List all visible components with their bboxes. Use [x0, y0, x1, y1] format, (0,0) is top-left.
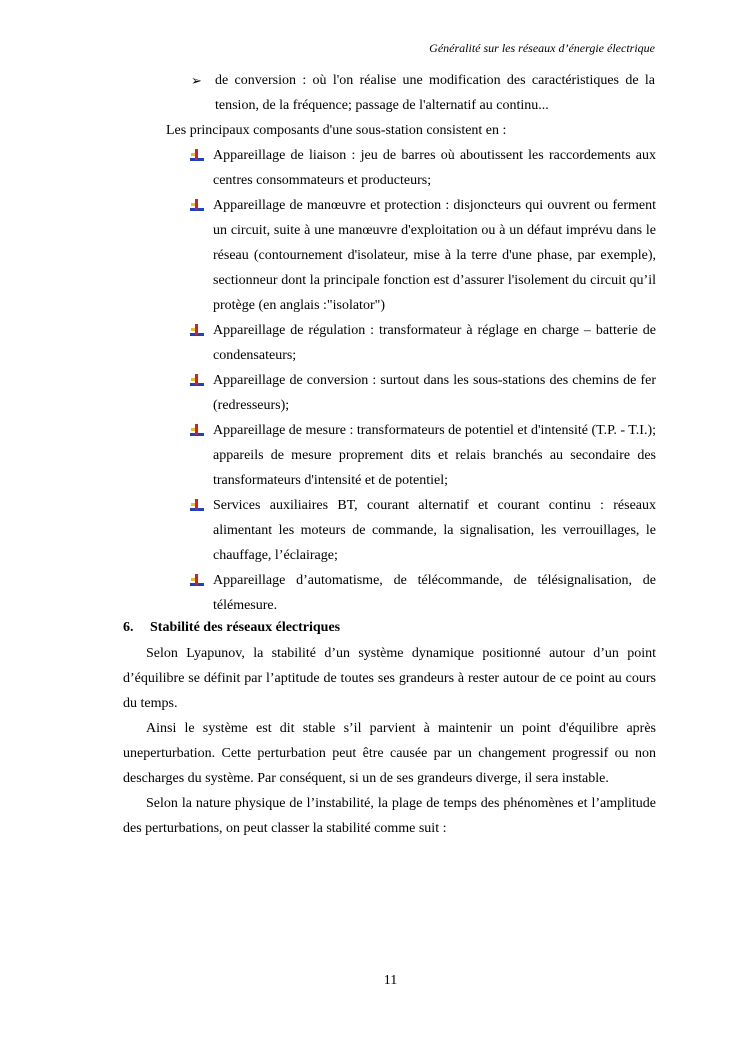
list-item-text: Appareillage de manœuvre et protection : disjoncteurs qui ouvrent ou ferment un circuit, suite à une manœuvre d'exploitation ou à un défaut imprévu dans le réseau (contournement d'isolateur, mise à la terre d'une phase, par exemple), sectionneur dont la principale fonction est d’assurer l'isolement du circuit qu’il protège (en anglais :"isolator") — [213, 198, 656, 313]
running-header: Généralité sur les réseaux d’énergie électrique — [429, 41, 655, 55]
list-item — [190, 143, 656, 193]
bullet-icon — [190, 199, 204, 212]
paragraph: Selon la nature physique de l’instabilité, la plage de temps des phénomènes et l’amplitude des perturbations, on peut classer la stabilité comme suit : — [123, 796, 656, 836]
bullet-icon — [190, 324, 204, 337]
list-item — [190, 418, 656, 493]
conversion-item-text: de conversion : où l'on réalise une modification des caractéristiques de la tension, de la fréquence; passage de l'alternatif au continu... — [215, 73, 655, 113]
list-item-text: Appareillage de régulation : transformateur à réglage en charge – batterie de condensateurs; — [213, 323, 656, 363]
list-item-text: Appareillage de liaison : jeu de barres où aboutissent les raccordements aux centres consommateurs et producteurs; — [213, 148, 656, 188]
arrow-bullet-icon: ➢ — [191, 73, 202, 88]
section-heading — [123, 615, 340, 640]
list-item-text: Appareillage d’automatisme, de télécommande, de télésignalisation, de télémesure. — [213, 573, 656, 613]
bullet-icon — [190, 574, 204, 587]
list-item — [190, 193, 656, 318]
list-item-text: Appareillage de conversion : surtout dans les sous-stations des chemins de fer (redresseurs); — [213, 373, 656, 413]
paragraph: Ainsi le système est dit stable s’il parvient à maintenir un point d'équilibre après uneperturbation. Cette perturbation peut être causée par un changement progressif ou non descharges du système. Par conséquent, si un de ses grandeurs diverge, il sera instable. — [123, 721, 656, 786]
list-item — [190, 568, 656, 618]
bullet-icon — [190, 499, 204, 512]
components-intro: Les principaux composants d'une sous-station consistent en : — [166, 123, 507, 138]
bullet-icon — [190, 424, 204, 437]
list-item — [190, 368, 656, 418]
section-title: Stabilité des réseaux électriques — [150, 620, 341, 635]
page-number: 11 — [383, 973, 398, 988]
conversion-list-item — [193, 68, 655, 118]
components-list — [190, 143, 656, 618]
bullet-icon — [190, 374, 204, 387]
paragraph: Selon Lyapunov, la stabilité d’un système dynamique positionné autour d’un point d’équilibre se définit par l’aptitude de toutes ses grandeurs à rester autour de ce point au cours du temps. — [123, 646, 656, 711]
section-body — [123, 641, 656, 841]
bullet-icon — [190, 149, 204, 162]
list-item — [190, 318, 656, 368]
list-item-text: Appareillage de mesure : transformateurs de potentiel et d'intensité (T.P. - T.I.); appareils de mesure proprement dits et relais branchés au secondaire des transformateurs d'intensité et de potentiel; — [213, 423, 656, 488]
list-item-text: Services auxiliaires BT, courant alternatif et courant continu : réseaux alimentant les moteurs de commande, la signalisation, les verrouillages, le chauffage, l’éclairage; — [213, 498, 656, 563]
section-number: 6. — [123, 620, 134, 635]
list-item — [190, 493, 656, 568]
